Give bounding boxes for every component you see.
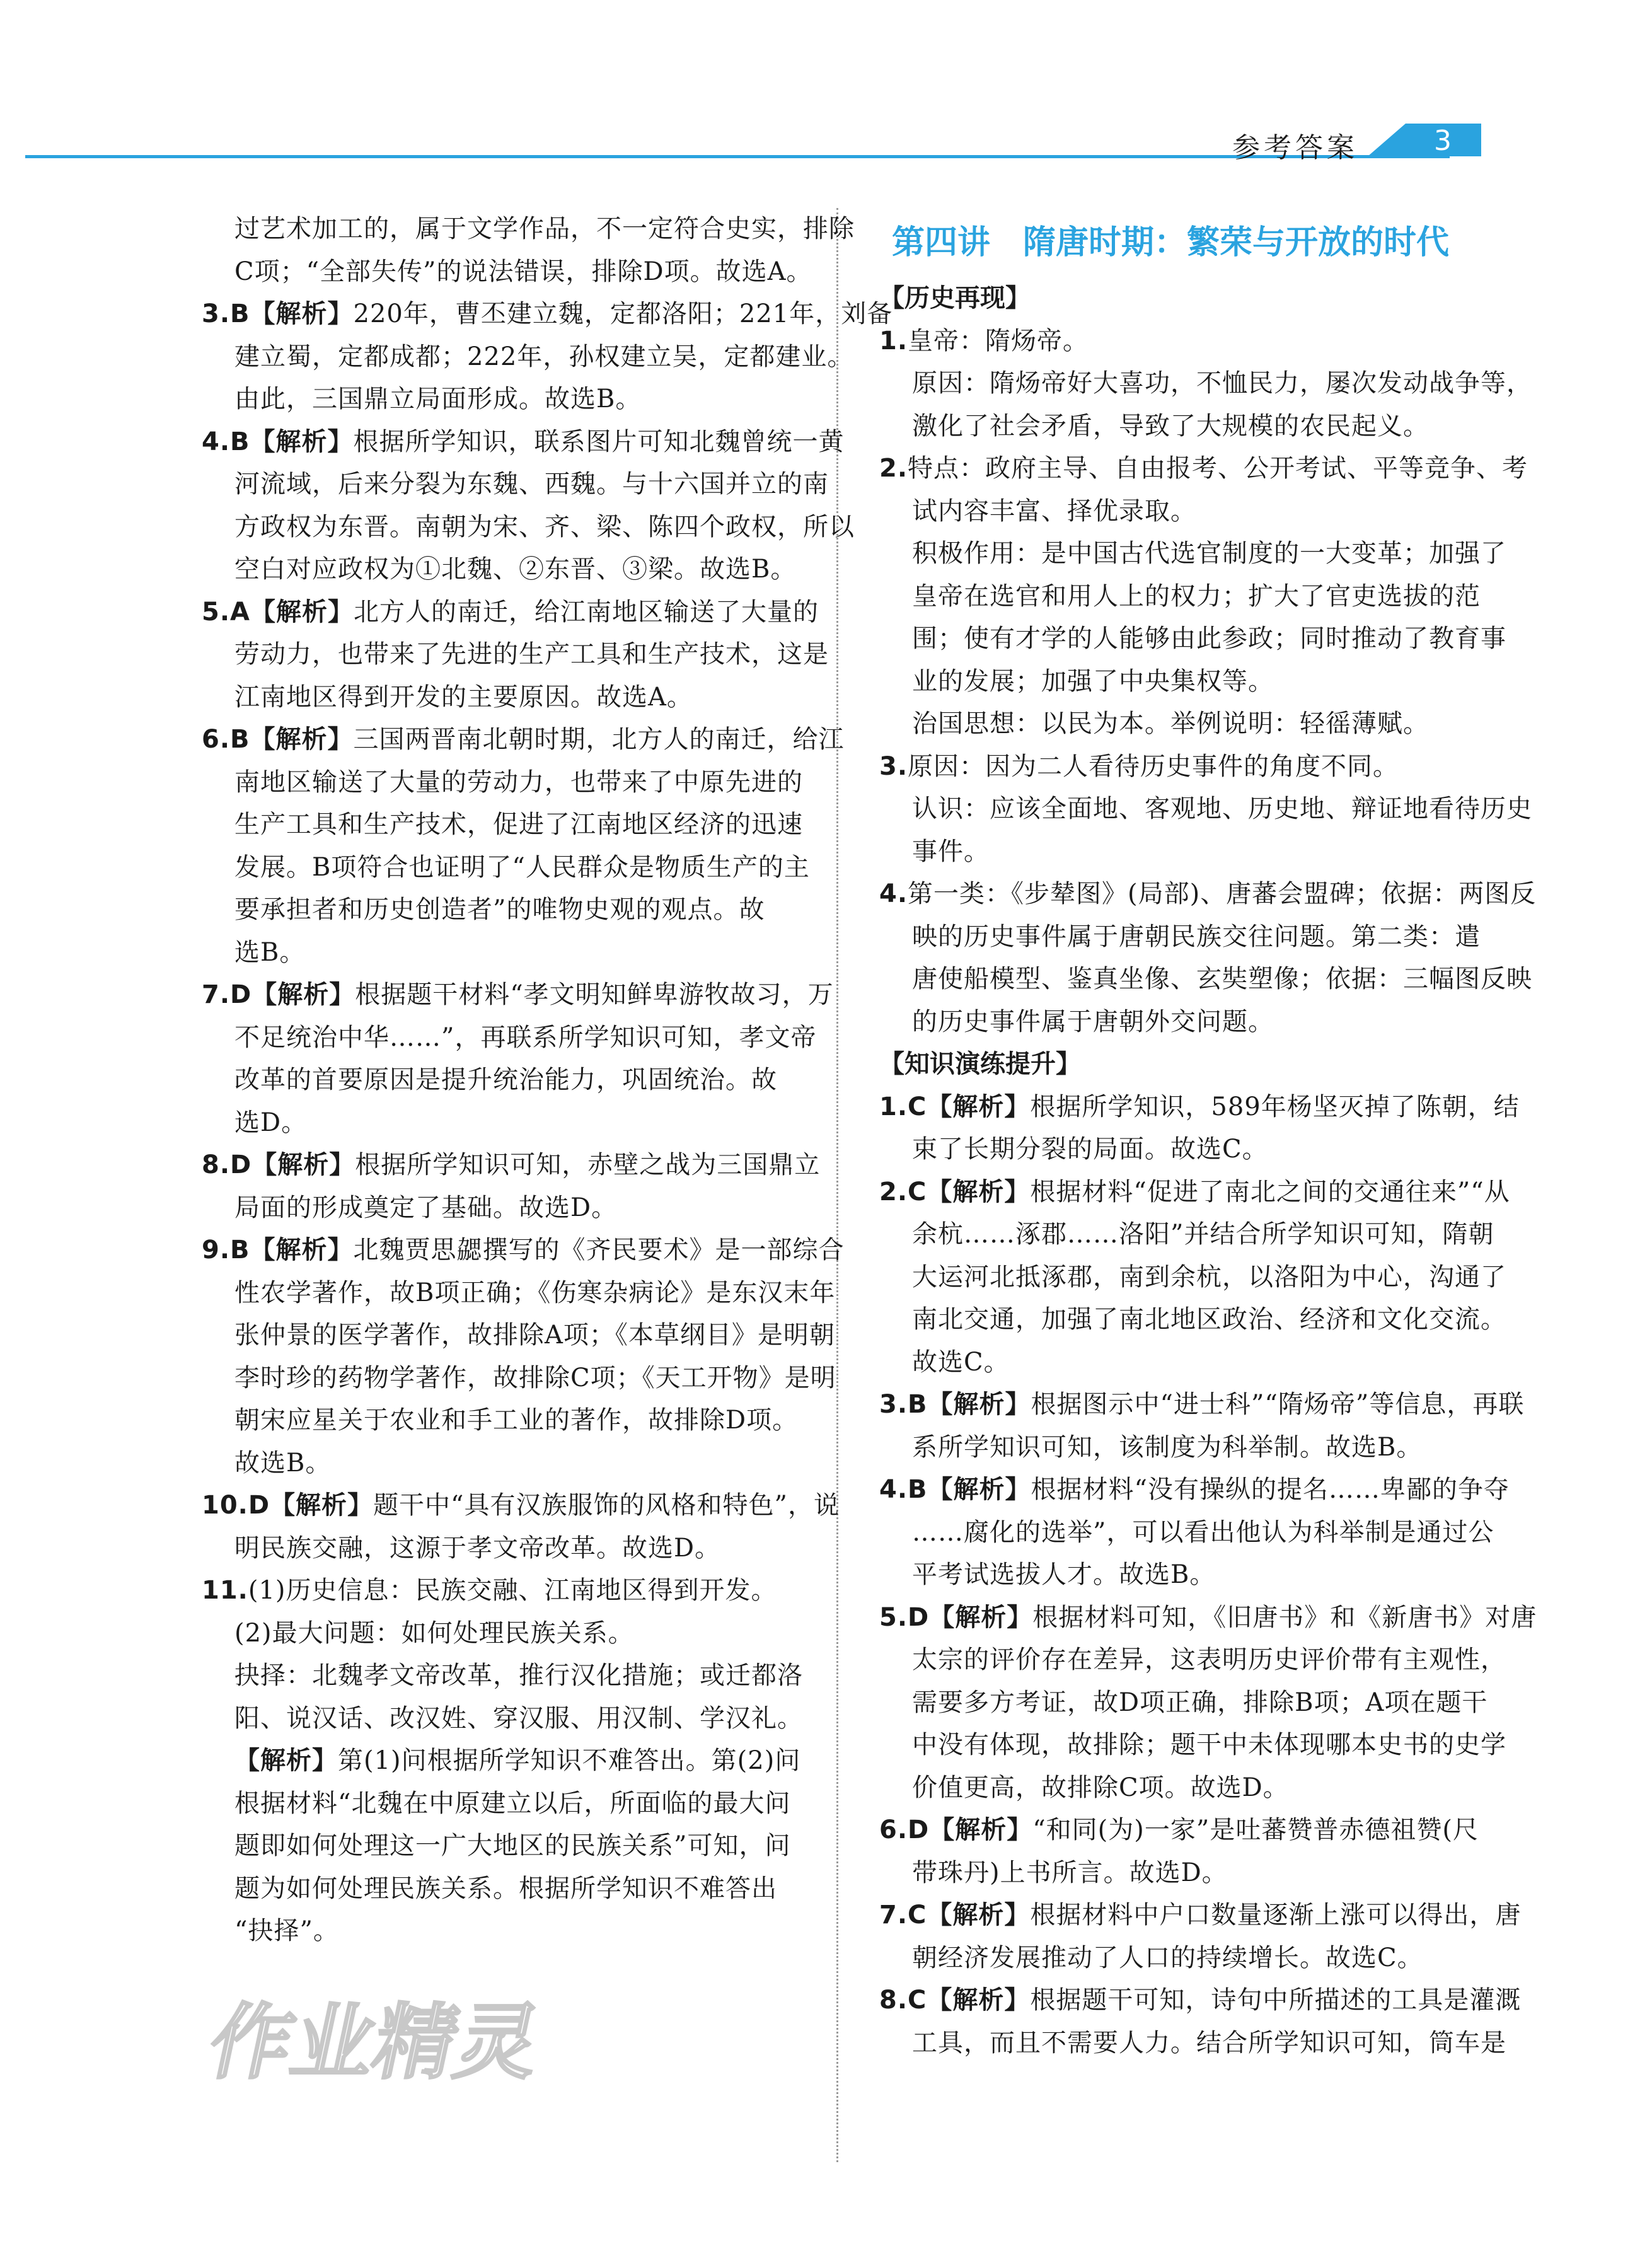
answer-line: [202, 1187, 807, 1230]
line-text: (2)最大问题：如何处理民族关系。: [234, 1618, 634, 1648]
answer-line: [202, 1314, 835, 1357]
analysis-tag: 【解析】: [927, 1901, 1031, 1930]
answer-line: [202, 804, 807, 847]
line-text: 阳、说汉话、改汉姓、穿汉服、用汉制、学汉礼。: [234, 1703, 803, 1733]
column-divider: [836, 208, 838, 2162]
analysis-tag: 【解析】: [929, 1815, 1033, 1844]
answer-item: [879, 1979, 1522, 2022]
answer-line: [879, 1128, 1478, 1171]
line-text: 根据题干材料“孝文明知鲜卑游牧故习，万: [355, 980, 834, 1009]
answer-choice: C: [908, 1177, 927, 1207]
item-number: 3.: [879, 1390, 908, 1419]
line-text: 题为如何处理民族关系。根据所学知识不难答出: [234, 1873, 777, 1903]
line-text: 根据题干可知，诗句中所描述的工具是灌溉: [1030, 1986, 1522, 2015]
answer-line: [202, 676, 807, 719]
line-text: 题即如何处理这一广大地区的民族关系”可知，问: [234, 1831, 791, 1860]
line-text: 选B。: [234, 937, 306, 967]
answer-line: [879, 1512, 1494, 1554]
answer-line: [202, 1698, 807, 1740]
item-number: 5.: [879, 1602, 908, 1632]
line-text: 根据材料“促进了南北之间的交通往来”“从: [1030, 1177, 1510, 1207]
answer-line: [879, 1427, 1478, 1469]
answer-line: [202, 761, 807, 804]
answer-line: [879, 1001, 1478, 1044]
item-number: 1.: [879, 1092, 908, 1121]
answer-item: [879, 1171, 1510, 1214]
answer-line: [202, 1017, 817, 1060]
analysis-tag: 【解析】: [927, 1390, 1031, 1419]
answer-choice: D: [908, 1602, 930, 1632]
line-text: 系所学知识可知，该制度为科举制。故选B。: [912, 1432, 1423, 1462]
answer-item: [879, 1597, 1537, 1640]
section-title: 第四讲 隋唐时期：繁荣与开放的时代: [892, 224, 1450, 262]
item-number: 11.: [202, 1576, 248, 1605]
answer-line: [202, 378, 807, 421]
line-text: 性农学著作，故B项正确；《伤寒杂病论》是东汉末年: [234, 1278, 836, 1307]
line-text: 业的发展；加强了中央集权等。: [912, 666, 1274, 696]
answer-line: [202, 1272, 836, 1315]
answer-choice: B: [230, 427, 250, 456]
line-text: 映的历史事件属于唐朝民族交往问题。第二类：遣: [912, 922, 1481, 951]
line-text: 束了长期分裂的局面。故选C。: [912, 1135, 1268, 1164]
line-text: 题干中“具有汉族服饰的风格和特色”，说: [373, 1491, 840, 1520]
line-text: 三国两晋南北朝时期，北方人的南迁，给江: [353, 725, 845, 754]
answer-line: [202, 251, 812, 294]
line-text: 太宗的评价存在差异，这表明历史评价带有主观性，: [912, 1645, 1506, 1674]
answer-line: [202, 506, 855, 549]
line-text: C项；“全部失传”的说法错误，排除D项。故选A。: [234, 257, 812, 286]
answer-choice: B: [908, 1390, 928, 1419]
line-text: 根据所学知识可知，赤壁之战为三国鼎立: [355, 1150, 821, 1179]
line-text: 皇帝：隋炀帝。: [908, 326, 1089, 356]
line-text: 过艺术加工的，属于文学作品，不一定符合史实，排除: [234, 214, 855, 243]
answer-line: [879, 661, 1478, 703]
line-text: 激化了社会矛盾，导致了大规模的农民起义。: [912, 411, 1429, 441]
answer-line: [879, 490, 1478, 533]
line-text: 要承担者和历史创造者”的唯物史观的观点。故: [234, 895, 765, 924]
answer-line: [202, 1868, 807, 1911]
line-text: 需要多方考证，故D项正确，排除B项；A项在题干: [912, 1687, 1488, 1717]
analysis-tag: 【解析】: [250, 299, 354, 328]
answer-item: [879, 1469, 1510, 1512]
answer-line: [202, 1102, 807, 1145]
answer-line: [879, 703, 1478, 746]
answer-line: [879, 1554, 1478, 1597]
answer-line: [879, 1937, 1478, 1980]
answer-line: [202, 1655, 807, 1698]
answer-item: [202, 974, 834, 1017]
line-text: 发展。B项符合也证明了“人民群众是物质生产的主: [234, 852, 810, 882]
answer-line: [879, 1852, 1478, 1895]
answer-choice: C: [908, 1092, 927, 1121]
line-text: 皇帝在选官和用人上的权力；扩大了官吏选拔的范: [912, 581, 1481, 611]
answer-item: [202, 1570, 807, 1612]
line-text: 河流域，后来分裂为东魏、西魏。与十六国并立的南: [234, 470, 829, 499]
header-label: 参考答案: [1232, 132, 1358, 164]
line-text: 局面的形成奠定了基础。故选D。: [234, 1193, 618, 1222]
answer-choice: B: [230, 299, 250, 328]
line-text: 生产工具和生产技术，促进了江南地区经济的迅速: [234, 810, 803, 839]
analysis-tag: 【解析】: [250, 725, 354, 754]
answer-line: [879, 1682, 1488, 1725]
answer-item: [202, 421, 845, 464]
line-text: 明民族交融，这源于孝文帝改革。故选D。: [234, 1533, 721, 1563]
line-text: 建立蜀，定都成都；222年，孙权建立吴，定都建业。: [234, 342, 853, 371]
item-number: 4.: [879, 879, 908, 908]
answer-line: [202, 634, 829, 676]
line-text: 李时珍的药物学著作，故排除C项；《天工开物》是明: [234, 1363, 836, 1392]
line-text: 空白对应政权为①北魏、②东晋、③梁。故选B。: [234, 555, 797, 584]
answer-choice: B: [908, 1475, 928, 1504]
line-text: 原因：隋炀帝好大喜功，不恤民力，屡次发动战争等，: [912, 369, 1532, 398]
answer-line: [202, 1059, 807, 1102]
answer-line: [879, 362, 1532, 405]
item-number: 7.: [202, 980, 231, 1009]
line-text: “和同(为)一家”是吐蕃赞普赤德祖赞(尺: [1032, 1815, 1479, 1844]
answer-line: [879, 1299, 1506, 1341]
analysis-tag: 【解析】: [250, 427, 354, 456]
answer-item: [202, 1229, 845, 1272]
answer-line: [202, 1740, 807, 1783]
line-text: (1)历史信息：民族交融、江南地区得到开发。: [248, 1576, 777, 1605]
watermark-logo: 作业精灵: [200, 1994, 550, 2090]
line-text: 根据图示中“进士科”“隋炀帝”等信息，再联: [1031, 1390, 1525, 1419]
answer-line: [202, 1825, 807, 1868]
answer-item: [879, 1894, 1522, 1937]
line-text: 北魏贾思勰撰写的《齐民要术》是一部综合: [353, 1236, 845, 1265]
line-text: 江南地区得到开发的主要原因。故选A。: [234, 682, 693, 712]
line-text: 特点：政府主导、自由报考、公开考试、平等竞争、考: [908, 454, 1528, 483]
line-text: 抉择：北魏孝文帝改革，推行汉化措施；或迁都洛: [234, 1661, 803, 1690]
line-text: 余杭……涿郡……洛阳”并结合所学知识可知，隋朝: [912, 1220, 1494, 1249]
answer-line: [202, 336, 853, 379]
line-text: 南北交通，加强了南北地区政治、经济和文化交流。: [912, 1305, 1506, 1334]
line-text: 根据所学知识，589年杨坚灭掉了陈朝，结: [1030, 1092, 1520, 1121]
item-number: 8.: [879, 1986, 908, 2015]
analysis-tag: 【解析】: [250, 597, 354, 627]
analysis-tag: 【解析】: [270, 1491, 374, 1520]
answer-line: [879, 2022, 1506, 2065]
line-text: 选D。: [234, 1108, 308, 1137]
section-heading: 【知识演练提升】: [879, 1050, 1081, 1079]
answer-choice: B: [230, 1236, 250, 1265]
answer-choice: C: [908, 1901, 927, 1930]
answer-line: [879, 576, 1481, 618]
section-heading: 【历史再现】: [879, 284, 1031, 313]
analysis-tag: 【解析】: [251, 980, 355, 1009]
answer-choice: D: [230, 1150, 252, 1179]
line-text: 试内容丰富、择优录取。: [912, 496, 1196, 526]
line-text: 第一类：《步辇图》(局部)、唐蕃会盟碑；依据：两图反: [908, 879, 1537, 908]
answer-choice: B: [230, 725, 250, 754]
item-number: 10.: [202, 1491, 248, 1520]
answer-line: [879, 831, 1478, 874]
answer-line: [879, 618, 1506, 661]
page-number: 3: [1434, 125, 1452, 157]
answer-item: [879, 1809, 1478, 1852]
line-text: 的历史事件属于唐朝外交问题。: [912, 1007, 1274, 1036]
analysis-tag: 【解析】: [234, 1746, 338, 1775]
left-column: [202, 208, 893, 1953]
answer-line: [879, 916, 1481, 959]
line-text: 治国思想：以民为本。举例说明：轻徭薄赋。: [912, 709, 1429, 738]
answer-line: [202, 1399, 807, 1442]
item-number: 2.: [879, 454, 908, 483]
item-number: 5.: [202, 597, 231, 627]
answer-choice: A: [230, 597, 250, 627]
line-text: 根据材料“北魏在中原建立以后，所面临的最大问: [234, 1788, 791, 1818]
item-number: 1.: [879, 326, 908, 356]
line-text: 根据材料中户口数量逐渐上涨可以得出，唐: [1030, 1901, 1522, 1930]
answer-line: [202, 847, 810, 889]
answer-line: [202, 1442, 807, 1485]
item-number: 9.: [202, 1236, 231, 1265]
answer-line: [879, 405, 1478, 448]
analysis-tag: 【解析】: [927, 1475, 1031, 1504]
line-text: 中没有体现，故排除；题干中未体现哪本史书的史学: [912, 1730, 1506, 1759]
answer-item: [879, 746, 1478, 789]
answer-choice: D: [230, 980, 252, 1009]
line-text: 平考试选拔人才。故选B。: [912, 1560, 1216, 1589]
line-text: “抉择”。: [234, 1916, 339, 1945]
item-number: 3.: [879, 751, 908, 781]
answer-item: [879, 1384, 1525, 1427]
analysis-tag: 【解析】: [251, 1150, 355, 1179]
answer-line: [202, 1527, 807, 1570]
answer-line: [202, 463, 829, 506]
answer-line: [202, 889, 807, 932]
analysis-tag: 【解析】: [927, 1177, 1031, 1207]
line-text: ……腐化的选举”，可以看出他认为科举制是通过公: [912, 1517, 1494, 1547]
answer-line: [202, 1612, 807, 1655]
answer-choice: C: [908, 1986, 927, 2015]
line-text: 南地区输送了大量的劳动力，也带来了中原先进的: [234, 767, 803, 797]
line-text: 故选C。: [912, 1347, 1010, 1377]
line-text: 不足统治中华……”，再联系所学知识可知，孝文帝: [234, 1022, 817, 1052]
line-text: 劳动力，也带来了先进的生产工具和生产技术，这是: [234, 640, 829, 669]
line-text: 唐使船模型、鉴真坐像、玄奘塑像；依据：三幅图反映: [912, 964, 1532, 993]
item-number: 6.: [202, 725, 231, 754]
answer-line: [202, 1910, 807, 1953]
answer-item: [202, 1144, 821, 1187]
line-text: 事件。: [912, 836, 990, 866]
item-number: 2.: [879, 1177, 908, 1207]
line-text: 大运河北抵涿郡，南到余杭，以洛阳为中心，沟通了: [912, 1262, 1506, 1292]
answer-line: [879, 1767, 1478, 1810]
answer-line: [202, 1783, 807, 1826]
answer-line: [202, 932, 807, 975]
page-number-tab: [1368, 124, 1481, 156]
item-number: 3.: [202, 299, 231, 328]
answer-line: [879, 1213, 1494, 1256]
answer-line: [879, 788, 1532, 831]
answer-item: [202, 1485, 840, 1527]
line-text: 积极作用：是中国古代选官制度的一大变革；加强了: [912, 539, 1506, 568]
line-text: 方政权为东晋。南朝为宋、齐、梁、陈四个政权，所以: [234, 512, 855, 541]
answer-line: [879, 1256, 1506, 1299]
line-text: 原因：因为二人看待历史事件的角度不同。: [908, 751, 1399, 781]
line-text: 根据所学知识，联系图片可知北魏曾统一黄: [353, 427, 845, 456]
line-text: 带珠丹)上书所言。故选D。: [912, 1858, 1228, 1887]
line-text: 第(1)问根据所学知识不难答出。第(2)问: [338, 1746, 801, 1775]
answer-line: [879, 958, 1532, 1001]
item-number: 7.: [879, 1901, 908, 1930]
line-text: 工具，而且不需要人力。结合所学知识可知，筒车是: [912, 2028, 1506, 2058]
item-number: 8.: [202, 1150, 231, 1179]
item-number: 4.: [202, 427, 231, 456]
analysis-tag: 【解析】: [927, 1986, 1031, 2015]
analysis-tag: 【解析】: [250, 1236, 354, 1265]
line-text: 朝经济发展推动了人口的持续增长。故选C。: [912, 1943, 1423, 1972]
answer-line: [202, 548, 807, 591]
line-text: 故选B。: [234, 1448, 332, 1478]
answer-item: [879, 873, 1537, 916]
answer-item: [202, 293, 893, 336]
line-text: 朝宋应星关于农业和手工业的著作，故排除D项。: [234, 1406, 799, 1435]
line-text: 由此，三国鼎立局面形成。故选B。: [234, 385, 642, 414]
answer-choice: D: [908, 1815, 930, 1844]
analysis-tag: 【解析】: [927, 1092, 1031, 1121]
answer-item: [202, 591, 819, 634]
answer-line: [202, 208, 855, 251]
line-text: 张仲景的医学著作，故排除A项；《本草纲目》是明朝: [234, 1321, 835, 1350]
line-text: 根据材料可知，《旧唐书》和《新唐书》对唐: [1032, 1602, 1537, 1632]
line-text: 认识：应该全面地、客观地、历史地、辩证地看待历史: [912, 794, 1532, 823]
answer-line: [879, 533, 1506, 576]
answer-choice: D: [248, 1491, 270, 1520]
line-text: 围；使有才学的人能够由此参政；同时推动了教育事: [912, 624, 1506, 653]
line-text: 根据材料“没有操纵的提名……卑鄙的争夺: [1031, 1475, 1510, 1504]
right-column-body: [879, 277, 1537, 2064]
answer-line: [879, 1341, 1478, 1384]
answer-item: [202, 719, 845, 761]
line-text: 价值更高，故排除C项。故选D。: [912, 1773, 1289, 1802]
item-number: 6.: [879, 1815, 908, 1844]
analysis-tag: 【解析】: [929, 1602, 1033, 1632]
answer-item: [879, 448, 1528, 490]
answer-line: [879, 1639, 1506, 1682]
answer-line: [879, 1724, 1506, 1767]
answer-item: [879, 320, 1478, 363]
line-text: 改革的首要原因是提升统治能力，巩固统治。故: [234, 1065, 777, 1094]
item-number: 4.: [879, 1475, 908, 1504]
answer-line: [202, 1357, 836, 1400]
line-text: 北方人的南迁，给江南地区输送了大量的: [354, 597, 819, 627]
right-column: [879, 208, 1537, 2064]
answer-item: [879, 1086, 1520, 1129]
line-text: 220年，曹丕建立魏，定都洛阳；221年，刘备: [353, 299, 893, 328]
